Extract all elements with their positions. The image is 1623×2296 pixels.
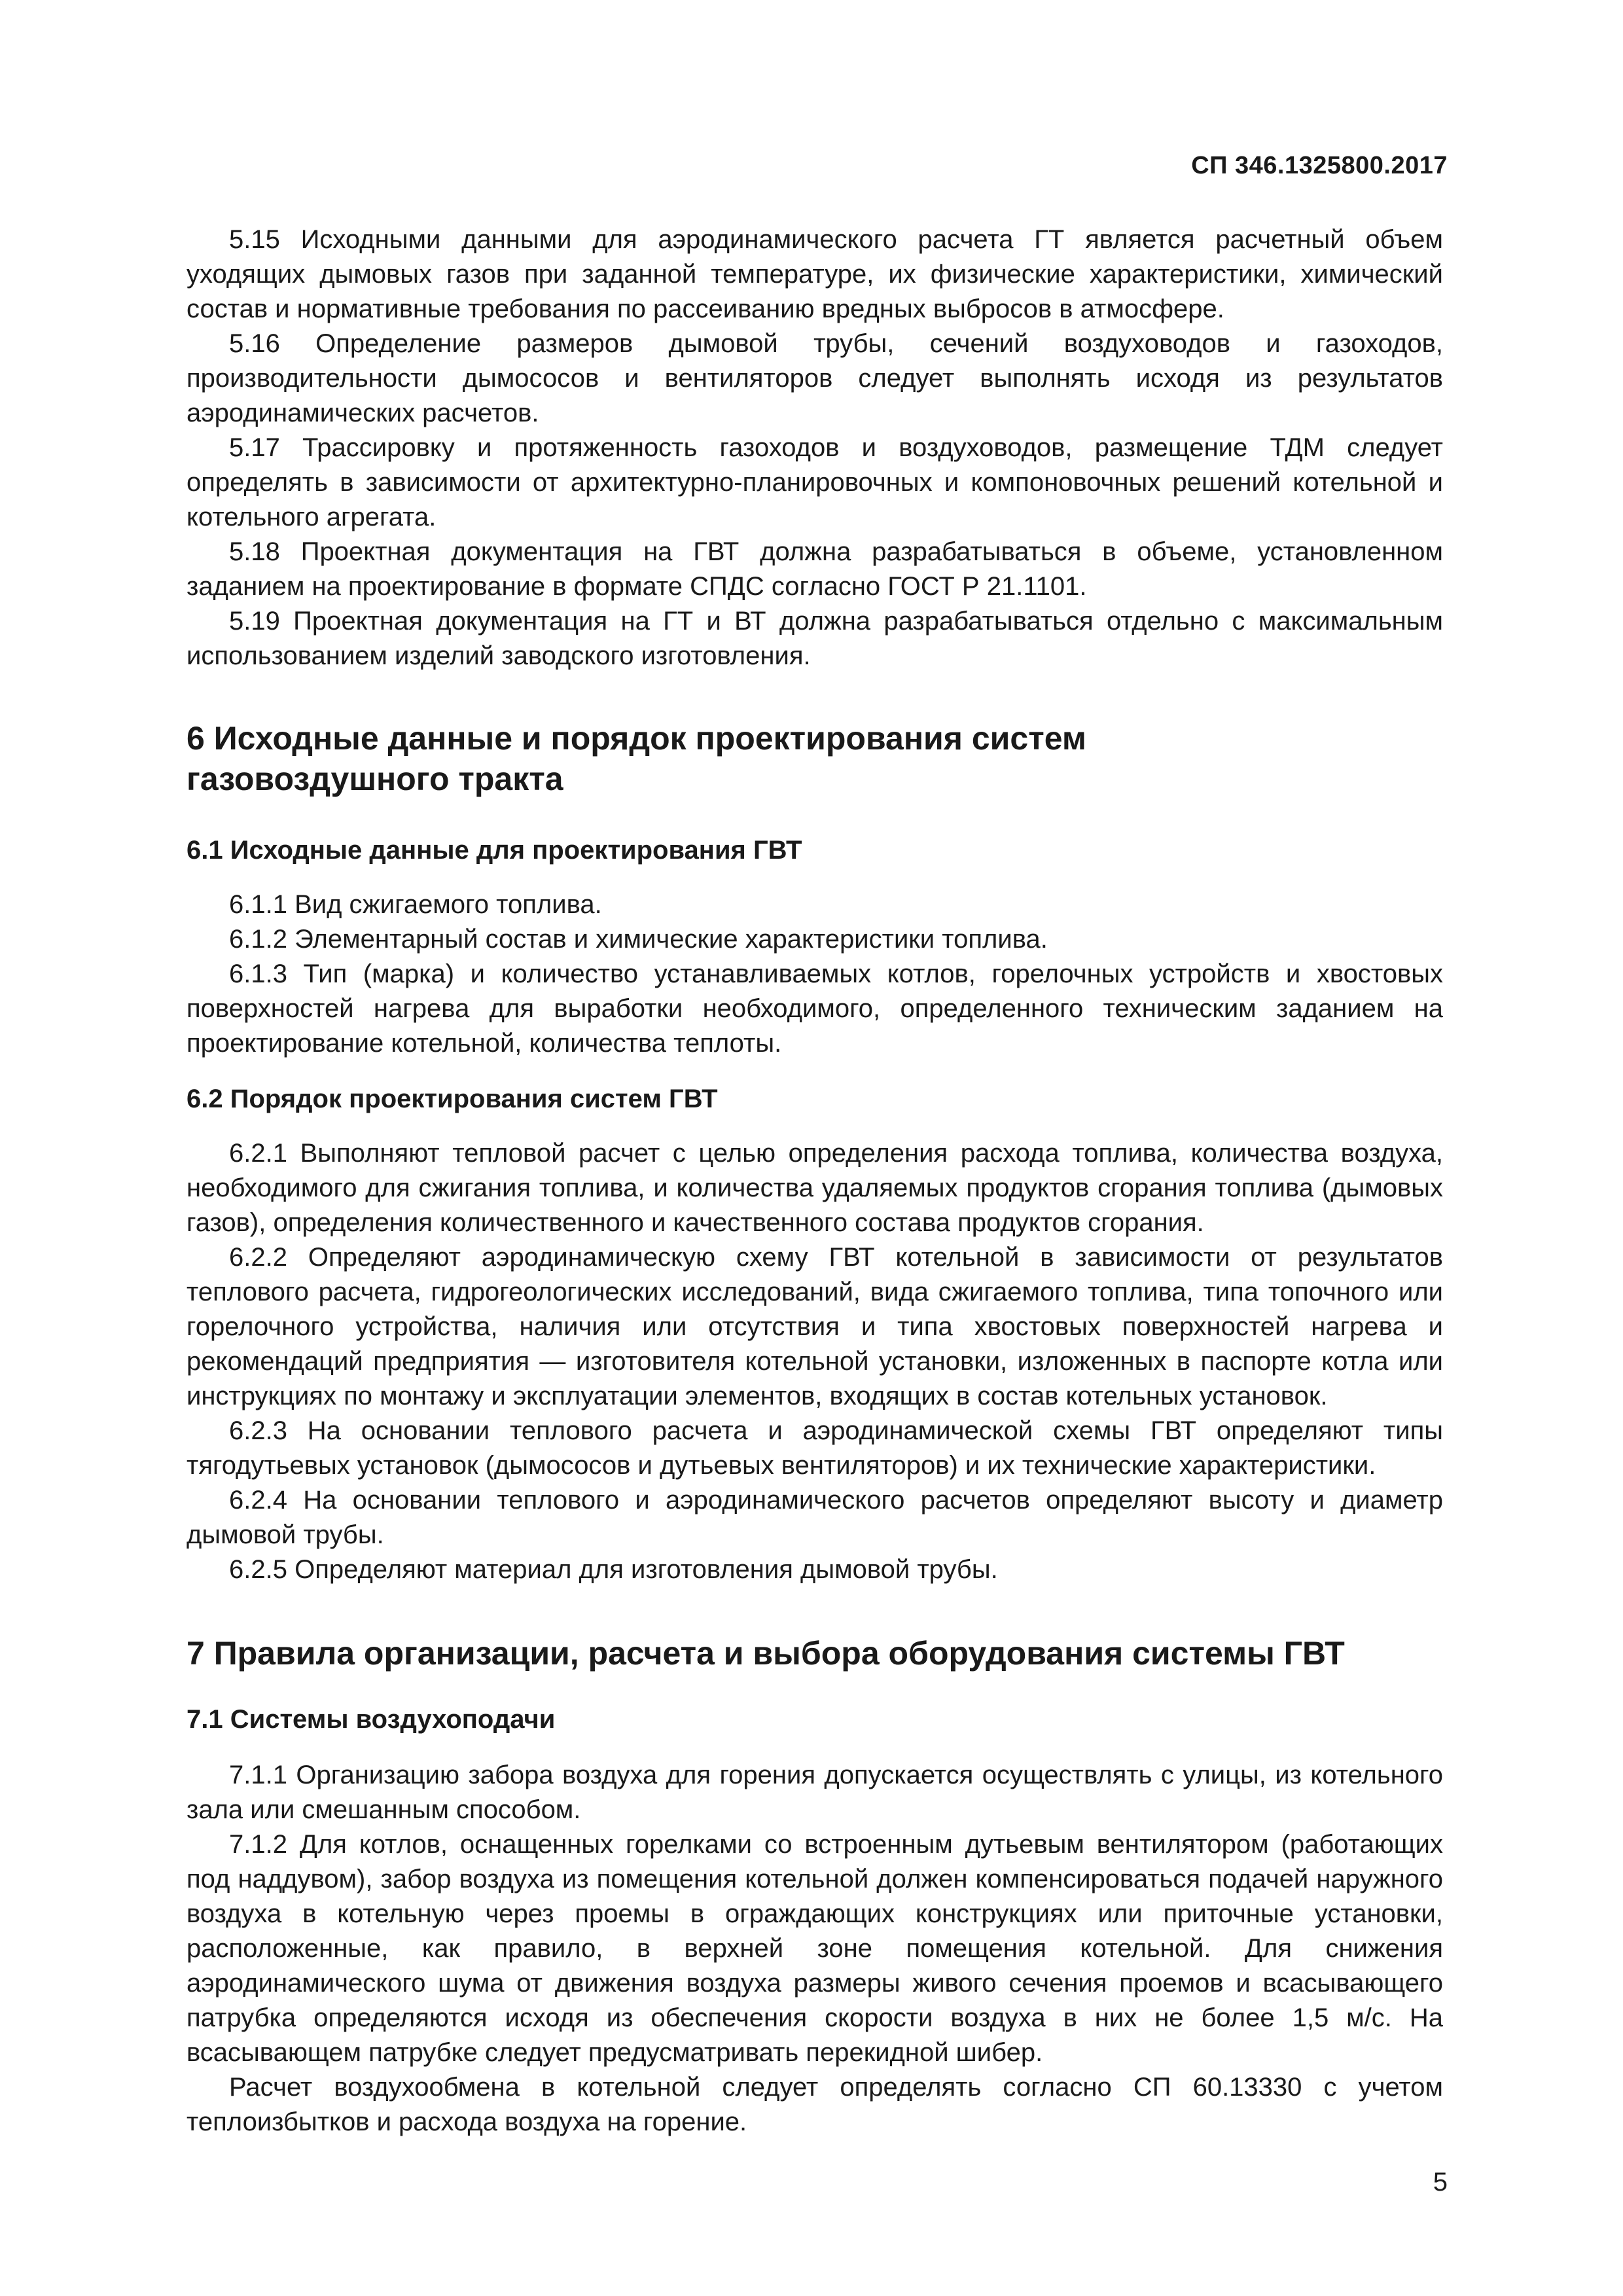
clause-6-2-4: 6.2.4 На основании теплового и аэродинамического расчетов определяют высоту и диаметр дымовой трубы.: [187, 1486, 1443, 1549]
clause-6-2-3: 6.2.3 На основании теплового расчета и аэродинамической схемы ГВТ определяют типы тягодутьевых установок (дымососов и дутьевых вентиляторов) и их технические характеристики.: [187, 1416, 1443, 1480]
clause-6-2-5: 6.2.5 Определяют материал для изготовления дымовой трубы.: [229, 1555, 998, 1584]
clause-7-1-1: 7.1.1 Организацию забора воздуха для горения допускается осуществлять с улицы, из котельного зала или смешанным способом.: [187, 1761, 1443, 1824]
section-6-heading-line1: 6 Исходные данные и порядок проектирования систем: [187, 720, 1086, 757]
clause-5-19: 5.19 Проектная документация на ГТ и ВТ должна разрабатываться отдельно с максимальным использованием изделий заводского изготовления.: [187, 607, 1443, 670]
section-6-heading-line2: газовоздушного тракта: [187, 761, 563, 797]
clause-5-17: 5.17 Трассировку и протяженность газоходов и воздуховодов, размещение ТДМ следует определять в зависимости от архитектурно-планировочных и компоновочных решений котельной и котельного агрегата.: [187, 433, 1443, 531]
subsection-6-1-heading: 6.1 Исходные данные для проектирования ГВТ: [187, 836, 802, 865]
section-6-heading: [187, 718, 1443, 799]
clause-5-16: 5.16 Определение размеров дымовой трубы, сечений воздуховодов и газоходов, производительности дымососов и вентиляторов следует выполнять исходя из результатов аэродинамических расчетов.: [187, 329, 1443, 427]
clause-6-1-3: 6.1.3 Тип (марка) и количество устанавливаемых котлов, горелочных устройств и хвостовых поверхностей нагрева для выработки необходимого, определенного техническим заданием на проектирование котельной, количества теплоты.: [187, 960, 1443, 1058]
clause-5-15: 5.15 Исходными данными для аэродинамического расчета ГТ является расчетный объем уходящих дымовых газов при заданной температуре, их физические характеристики, химический состав и нормативные требования по рассеиванию вредных выбросов в атмосфере.: [187, 225, 1443, 323]
clause-6-2-2: 6.2.2 Определяют аэродинамическую схему ГВТ котельной в зависимости от результатов теплового расчета, гидрогеологических исследований, вида сжигаемого топлива, типа топочного или горелочного устройства, наличия или отсутствия и типа хвостовых поверхностей нагрева и рекомендаций предприятия — изготовителя котельной установки, изложенных в паспорте котла или инструкциях по монтажу и эксплуатации элементов, входящих в состав котельных установок.: [187, 1243, 1443, 1410]
clause-6-1-1: 6.1.1 Вид сжигаемого топлива.: [229, 890, 602, 919]
document-code: СП 346.1325800.2017: [1191, 152, 1448, 179]
page-content: [187, 223, 1443, 2140]
clause-7-1-2-continuation: Расчет воздухообмена в котельной следует определять согласно СП 60.13330 с учетом теплоизбытков и расхода воздуха на горение.: [187, 2073, 1443, 2136]
page-number: 5: [1433, 2168, 1448, 2197]
subsection-6-2-heading: 6.2 Порядок проектирования систем ГВТ: [187, 1085, 718, 1113]
clause-5-18: 5.18 Проектная документация на ГВТ должна разрабатываться в объеме, установленном заданием на проектирование в формате СПДС согласно ГОСТ Р 21.1101.: [187, 537, 1443, 601]
clause-7-1-2: 7.1.2 Для котлов, оснащенных горелками со встроенным дутьевым вентилятором (работающих под наддувом), забор воздуха из помещения котельной должен компенсироваться подачей наружного воздуха в котельную через проемы в ограждающих конструкциях или приточные установки, расположенные, как правило, в верхней зоне помещения котельной. Для снижения аэродинамического шума от движения воздуха размеры живого сечения проемов и всасывающего патрубка определяются исходя из обеспечения скорости воздуха в них не более 1,5 м/с. На всасывающем патрубке следует предусматривать перекидной шибер.: [187, 1830, 1443, 2067]
subsection-7-1-heading: 7.1 Системы воздухоподачи: [187, 1705, 556, 1734]
clause-6-2-1: 6.2.1 Выполняют тепловой расчет с целью определения расхода топлива, количества воздуха, необходимого для сжигания топлива, и количества удаляемых продуктов сгорания топлива (дымовых газов), определения количественного и качественного состава продуктов сгорания.: [187, 1139, 1443, 1237]
section-7-heading: 7 Правила организации, расчета и выбора оборудования системы ГВТ: [187, 1635, 1345, 1672]
clause-6-1-2: 6.1.2 Элементарный состав и химические характеристики топлива.: [229, 925, 1048, 954]
